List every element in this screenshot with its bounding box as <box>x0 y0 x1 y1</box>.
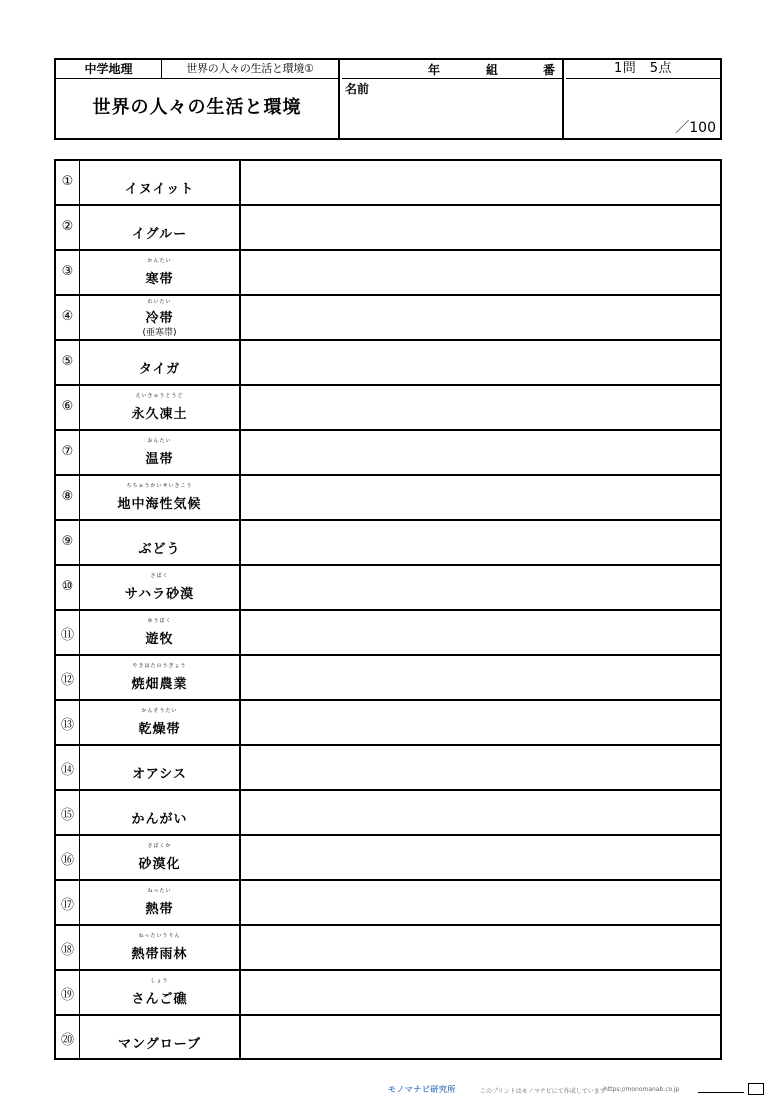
question-row <box>56 341 720 386</box>
answer-field[interactable] <box>241 386 720 429</box>
question-number: ⑤ <box>56 341 80 384</box>
question-term-cell <box>80 611 241 654</box>
term-text: マングローブ <box>117 1037 202 1052</box>
question-number: ⑫ <box>56 656 80 699</box>
answer-field[interactable] <box>241 161 720 204</box>
name-label: 名前 <box>345 82 370 96</box>
term-text: 冷帯 <box>145 311 174 326</box>
answer-field[interactable] <box>241 701 720 744</box>
question-row <box>56 611 720 656</box>
question-row <box>56 836 720 881</box>
term-furigana: しょう <box>150 978 169 984</box>
question-number: ① <box>56 161 80 204</box>
question-number: ⑧ <box>56 476 80 519</box>
answer-field[interactable] <box>241 341 720 384</box>
term-furigana: さばく <box>150 573 169 579</box>
term-text: 遊牧 <box>145 632 174 647</box>
question-row <box>56 1016 720 1058</box>
term-text: 熱帯 <box>145 902 174 917</box>
question-number: ⑭ <box>56 746 80 789</box>
question-row <box>56 521 720 566</box>
answer-field[interactable] <box>241 206 720 249</box>
answer-field[interactable] <box>241 656 720 699</box>
question-number: ⑬ <box>56 701 80 744</box>
question-term-cell <box>80 566 241 609</box>
answer-field[interactable] <box>241 881 720 924</box>
question-term-cell <box>80 656 241 699</box>
question-term-cell <box>80 206 241 249</box>
answer-field[interactable] <box>241 476 720 519</box>
question-row <box>56 791 720 836</box>
question-number: ⑩ <box>56 566 80 609</box>
question-row <box>56 431 720 476</box>
term-text: 乾燥帯 <box>138 722 181 737</box>
name-field[interactable] <box>342 79 564 138</box>
score-total: ／100 <box>675 120 716 136</box>
term-text: 砂漠化 <box>138 857 181 872</box>
term-furigana: ねったい <box>147 888 172 894</box>
question-term-cell <box>80 836 241 879</box>
question-number: ④ <box>56 296 80 339</box>
term-text: イグルー <box>131 227 188 242</box>
question-row <box>56 971 720 1016</box>
score-box[interactable] <box>566 79 720 138</box>
subject-label: 中学地理 <box>56 60 162 79</box>
question-row <box>56 881 720 926</box>
question-term-cell <box>80 926 241 969</box>
worksheet-header <box>54 58 722 140</box>
footer <box>388 1083 774 1097</box>
footer-text: このプリントはモノマナビにて作成しています <box>480 1088 606 1095</box>
term-furigana: ちちゅうかいせいきこう <box>126 483 193 489</box>
question-row <box>56 206 720 251</box>
term-subtext: (亜寒帯) <box>142 328 177 338</box>
question-row <box>56 926 720 971</box>
term-text: オアシス <box>132 767 187 782</box>
question-term-cell <box>80 521 241 564</box>
question-term-cell <box>80 881 241 924</box>
question-table <box>54 159 722 1060</box>
term-text: 寒帯 <box>145 272 174 287</box>
answer-field[interactable] <box>241 746 720 789</box>
question-term-cell <box>80 251 241 294</box>
points-per-question: 1問 5点 <box>566 60 720 79</box>
question-term-cell <box>80 386 241 429</box>
question-number: ⑯ <box>56 836 80 879</box>
term-text: かんがい <box>131 812 188 827</box>
question-row <box>56 566 720 611</box>
answer-field[interactable] <box>241 296 720 339</box>
class-number-label: 番 <box>543 63 556 77</box>
question-number: ⑲ <box>56 971 80 1014</box>
question-number: ⑰ <box>56 881 80 924</box>
question-number: ⑮ <box>56 791 80 834</box>
question-number: ③ <box>56 251 80 294</box>
term-text: イヌイット <box>124 182 195 197</box>
unit-label: 世界の人々の生活と環境① <box>162 60 340 79</box>
answer-field[interactable] <box>241 971 720 1014</box>
term-furigana: えいきゅうとうど <box>135 393 184 399</box>
answer-field[interactable] <box>241 566 720 609</box>
term-furigana: おんたい <box>147 438 172 444</box>
term-furigana: ゆうぼく <box>147 618 172 624</box>
question-term-cell <box>80 476 241 519</box>
term-furigana: さばくか <box>147 843 172 849</box>
answer-field[interactable] <box>241 1016 720 1058</box>
question-term-cell <box>80 161 241 204</box>
footer-box-2 <box>748 1083 764 1095</box>
answer-field[interactable] <box>241 791 720 834</box>
term-text: タイガ <box>138 362 181 377</box>
question-row <box>56 656 720 701</box>
answer-field[interactable] <box>241 836 720 879</box>
question-term-cell <box>80 1016 241 1058</box>
class-group-label: 組 <box>486 63 499 77</box>
question-term-cell <box>80 971 241 1014</box>
term-text: 地中海性気候 <box>117 497 202 512</box>
term-furigana: ねったいうりん <box>138 933 181 939</box>
term-furigana: かんたい <box>147 258 172 264</box>
term-furigana: やきはたのうぎょう <box>132 663 187 669</box>
question-number: ② <box>56 206 80 249</box>
question-row <box>56 386 720 431</box>
question-row <box>56 701 720 746</box>
term-text: 焼畑農業 <box>131 677 188 692</box>
question-row <box>56 746 720 791</box>
question-row <box>56 251 720 296</box>
question-number: ⑦ <box>56 431 80 474</box>
answer-field[interactable] <box>241 251 720 294</box>
question-term-cell <box>80 746 241 789</box>
term-text: サハラ砂漠 <box>124 587 195 602</box>
question-term-cell <box>80 341 241 384</box>
answer-field[interactable] <box>241 611 720 654</box>
question-row <box>56 296 720 341</box>
publisher-logo: モノマナビ研究所 <box>388 1085 456 1094</box>
answer-field[interactable] <box>241 521 720 564</box>
question-number: ⑳ <box>56 1016 80 1058</box>
term-text: 熱帯雨林 <box>131 947 188 962</box>
question-row <box>56 161 720 206</box>
answer-field[interactable] <box>241 431 720 474</box>
answer-field[interactable] <box>241 926 720 969</box>
term-text: ぶどう <box>138 542 181 557</box>
term-furigana: かんそうたい <box>141 708 178 714</box>
question-term-cell <box>80 701 241 744</box>
footer-url[interactable]: https://monomanab.co.jp <box>604 1086 680 1093</box>
question-number: ⑥ <box>56 386 80 429</box>
question-term-cell <box>80 296 241 339</box>
question-number: ⑪ <box>56 611 80 654</box>
question-number: ⑨ <box>56 521 80 564</box>
footer-box-1 <box>698 1085 744 1093</box>
term-text: 温帯 <box>145 452 174 467</box>
worksheet-title: 世界の人々の生活と環境 <box>56 79 340 138</box>
question-term-cell <box>80 431 241 474</box>
term-text: さんご礁 <box>131 992 188 1007</box>
question-number: ⑱ <box>56 926 80 969</box>
question-term-cell <box>80 791 241 834</box>
question-row <box>56 476 720 521</box>
term-text: 永久凍土 <box>131 407 188 422</box>
class-info-line <box>342 60 564 79</box>
term-furigana: れいたい <box>147 299 172 305</box>
class-year-label: 年 <box>428 63 441 77</box>
